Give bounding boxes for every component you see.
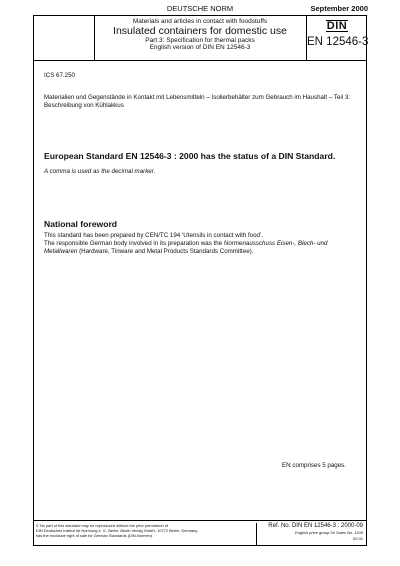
copyright-line-3: has the exclusive right of sale for German Standards (DIN-Normen).	[36, 533, 154, 539]
din-status-statement: European Standard EN 12546-3 : 2000 has the status of a DIN Standard.	[44, 151, 336, 161]
foreword-paragraph-1: This standard has been prepared by CEN/TC 194 ‘Utensils in contact with food’.	[44, 232, 264, 239]
foreword-paragraph-2	[44, 240, 356, 255]
din-logo-icon: DIN	[326, 20, 348, 32]
document-frame	[33, 15, 367, 546]
document-number: EN 12546-3	[307, 36, 369, 48]
part-title: Part 3: Specification for thermal packs	[145, 36, 255, 44]
document-title: Insulated containers for domestic use	[113, 24, 287, 37]
reference-block	[256, 523, 365, 546]
title-block-center	[94, 16, 306, 60]
copyright-line-2: DIN Deutsches Institut für Normung e. V., Berlin. Beuth Verlag GmbH, 10772 Berlin, Germany,	[36, 528, 198, 534]
copyright-notice	[36, 523, 254, 539]
national-foreword-heading: National foreword	[44, 219, 118, 229]
ics-code: ICS 67.250	[44, 72, 75, 79]
foreword-text-b: (Hardware, Tinware and Metal Products Standards Committee).	[77, 247, 254, 255]
foreword-committee-name: Normenausschuss Eisen-, Blech- und Metallwaren	[44, 240, 328, 255]
title-block	[34, 16, 369, 61]
german-title: Materialien und Gegenstände in Kontakt mit Lebensmitteln – Isolierbehälter zum Gebrauch im Haushalt – Teil 3: Beschreibung von Kühlakkus	[44, 94, 350, 109]
price-group: English price group 06 Sales No. 1106	[295, 530, 363, 535]
english-version: English version of DIN EN 12546-3	[149, 44, 251, 51]
title-block-left	[34, 16, 95, 60]
title-block-right	[306, 16, 367, 60]
subtitle: Materials and articles in contact with foodstuffs	[132, 18, 268, 25]
publication-date: September 2000	[310, 4, 368, 13]
page-count: EN comprises 5 pages.	[282, 462, 346, 469]
footer	[34, 520, 366, 546]
reference-number: Ref. No. DIN EN 12546-3 : 2000-09	[268, 523, 363, 529]
foreword-text-a: The responsible German body involved in its preparation was the	[44, 240, 224, 247]
decimal-marker-note: A comma is used as the decimal marker.	[44, 168, 156, 175]
date-code: 02.01	[352, 535, 363, 541]
deutsche-norm-label: DEUTSCHE NORM	[166, 4, 234, 13]
copyright-line-1: © No part of this standard may be reproduced without the prior permission of	[36, 523, 168, 528]
